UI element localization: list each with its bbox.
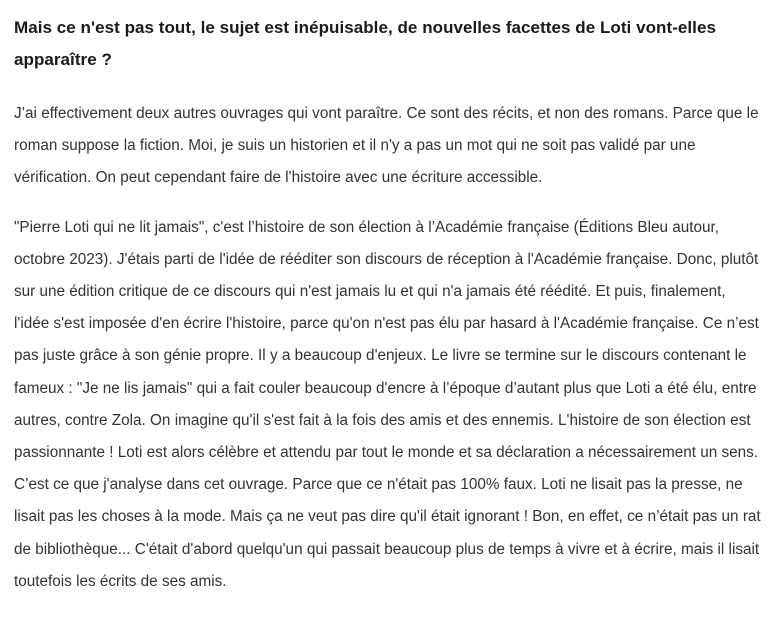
interview-question: Mais ce n'est pas tout, le sujet est inépuisable, de nouvelles facettes de Loti vont-elles apparaître ?: [14, 18, 716, 69]
answer-paragraph-1: J’ai effectivement deux autres ouvrages qui vont paraître. Ce sont des récits, et non des romans. Parce que le roman suppose la fiction. Moi, je suis un historien et il n'y a pas un mot qui ne soit pas validé par une vérification. On peut cependant faire de l'histoire avec une écriture accessible.: [14, 105, 759, 187]
answer-paragraph-2: "Pierre Loti qui ne lit jamais", c'est l’histoire de son élection à l’Académie française (Éditions Bleu autour, octobre 2023). J'étais parti de l'idée de rééditer son discours de réception à l'Académie française. Donc, plutôt sur une édition critique de ce discours qui n'est jamais lu et qui n'a jamais été réédité. Et puis, finalement, l'idée s'est imposée d'en écrire l'histoire, parce qu'on n'est pas élu par hasard à l'Académie française. Ce n’est pas juste grâce à son génie propre. Il y a beaucoup d'enjeux. Le livre se termine sur le discours contenant le fameux : "Je ne lis jamais" qui a fait couler beaucoup d'encre à l’époque d’autant plus que Loti a été élu, entre autres, contre Zola. On imagine qu'il s'est fait à la fois des amis et des ennemis. L'histoire de son élection est passionnante ! Loti est alors célèbre et attendu par tout le monde et sa déclaration a nécessairement un sens. C’est ce que j'analyse dans cet ouvrage. Parce que ce n'était pas 100% faux. Loti ne lisait pas la presse, ne lisait pas les choses à la mode. Mais ça ne veut pas dire qu'il était ignorant ! Bon, en effet, ce n’était pas un rat de bibliothèque... C'était d'abord quelqu'un qui passait beaucoup plus de temps à vivre et à écrire, mais il lisait toutefois les écrits de ses amis.: [14, 218, 761, 590]
